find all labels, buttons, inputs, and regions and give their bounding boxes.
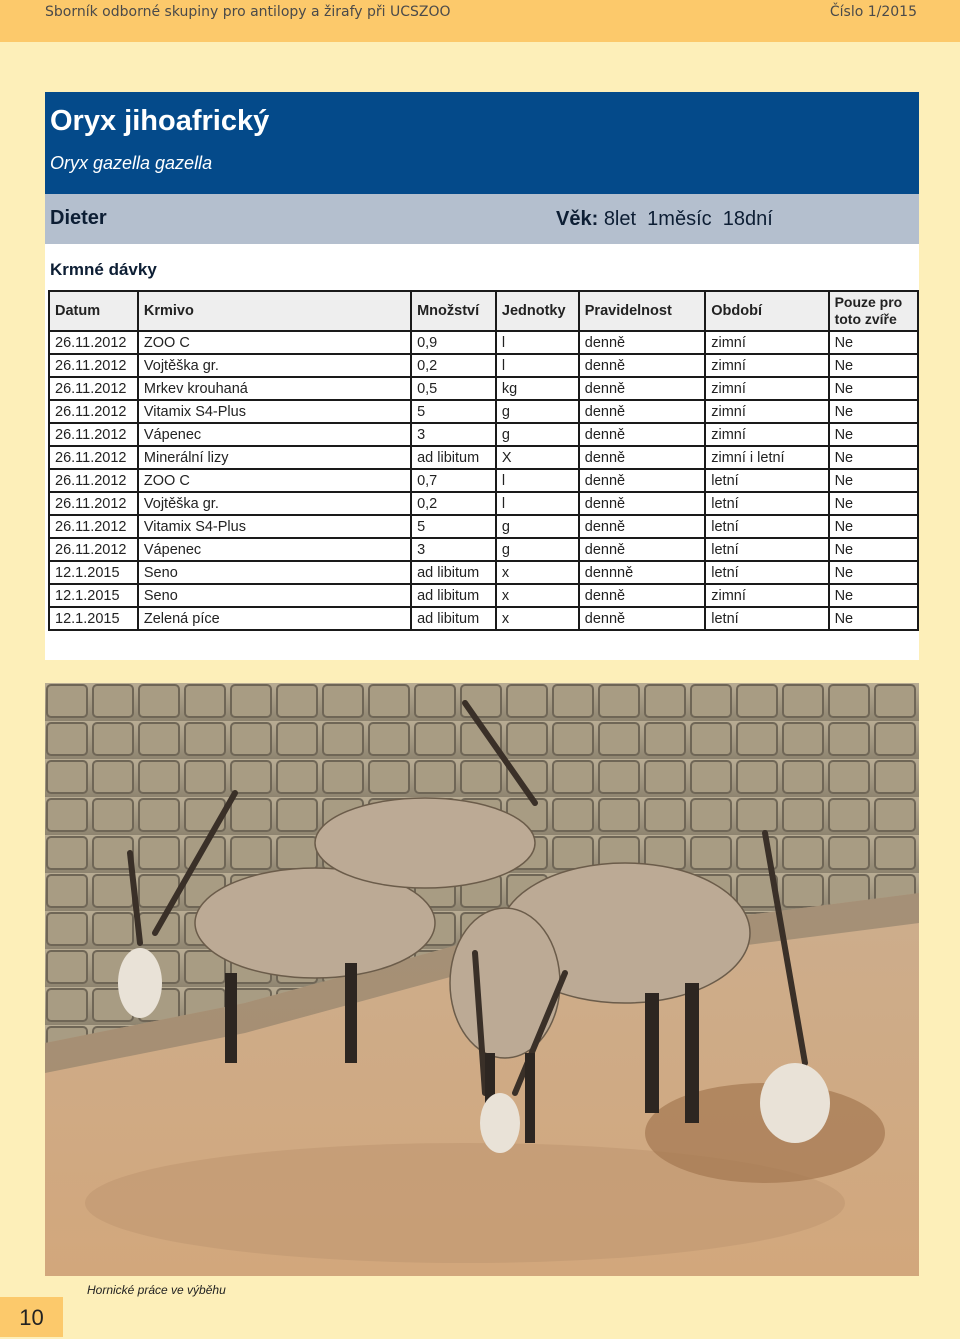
species-title-band xyxy=(45,92,919,194)
age-value: 8let 1měsíc 18dní xyxy=(603,208,773,230)
cell-date: 26.11.2012 xyxy=(49,492,138,515)
cell-units: g xyxy=(496,423,579,446)
species-latin-name: Oryx gazella gazella xyxy=(50,153,213,173)
cell-season: zimní xyxy=(705,584,828,607)
cell-units: x xyxy=(496,561,579,584)
table-row xyxy=(49,607,918,630)
animal-info-band xyxy=(45,194,919,244)
cell-regularity: denně xyxy=(579,584,706,607)
cell-date: 26.11.2012 xyxy=(49,538,138,561)
col-date: Datum xyxy=(49,291,138,331)
cell-date: 26.11.2012 xyxy=(49,354,138,377)
cell-this-animal-only: Ne xyxy=(829,538,918,561)
cell-amount: ad libitum xyxy=(411,584,496,607)
cell-this-animal-only: Ne xyxy=(829,423,918,446)
cell-regularity: denně xyxy=(579,331,706,354)
cell-feed: Seno xyxy=(138,561,411,584)
col-feed: Krmivo xyxy=(138,291,411,331)
col-amount: Množství xyxy=(411,291,496,331)
cell-amount: ad libitum xyxy=(411,561,496,584)
cell-amount: 3 xyxy=(411,423,496,446)
cell-this-animal-only: Ne xyxy=(829,584,918,607)
cell-date: 26.11.2012 xyxy=(49,469,138,492)
feeding-table xyxy=(48,290,919,631)
cell-amount: 0,7 xyxy=(411,469,496,492)
cell-amount: 0,2 xyxy=(411,354,496,377)
cell-this-animal-only: Ne xyxy=(829,515,918,538)
cell-date: 12.1.2015 xyxy=(49,584,138,607)
table-row xyxy=(49,423,918,446)
cell-regularity: denně xyxy=(579,607,706,630)
cell-date: 26.11.2012 xyxy=(49,446,138,469)
cell-units: l xyxy=(496,354,579,377)
table-row xyxy=(49,377,918,400)
cell-date: 12.1.2015 xyxy=(49,561,138,584)
photo-caption: Hornické práce ve výběhu xyxy=(87,1283,226,1297)
cell-season: zimní xyxy=(705,423,828,446)
cell-feed: ZOO C xyxy=(138,469,411,492)
cell-this-animal-only: Ne xyxy=(829,561,918,584)
table-row xyxy=(49,354,918,377)
cell-season: zimní xyxy=(705,377,828,400)
cell-feed: ZOO C xyxy=(138,331,411,354)
table-row xyxy=(49,492,918,515)
cell-date: 26.11.2012 xyxy=(49,377,138,400)
cell-regularity: denně xyxy=(579,515,706,538)
cell-regularity: denně xyxy=(579,492,706,515)
cell-units: g xyxy=(496,515,579,538)
animal-age xyxy=(556,208,773,231)
table-header-row xyxy=(49,291,918,331)
col-this-animal-only: Pouze pro toto zvíře xyxy=(829,291,918,331)
feeding-table-body xyxy=(49,331,918,630)
cell-season: zimní xyxy=(705,331,828,354)
cell-units: x xyxy=(496,584,579,607)
cell-date: 26.11.2012 xyxy=(49,423,138,446)
col-regularity: Pravidelnost xyxy=(579,291,706,331)
cell-regularity: denně xyxy=(579,377,706,400)
cell-units: l xyxy=(496,331,579,354)
cell-regularity: denně xyxy=(579,446,706,469)
cell-feed: Vápenec xyxy=(138,538,411,561)
table-row xyxy=(49,400,918,423)
cell-amount: 5 xyxy=(411,515,496,538)
col-units: Jednotky xyxy=(496,291,579,331)
cell-regularity: dennně xyxy=(579,561,706,584)
cell-date: 12.1.2015 xyxy=(49,607,138,630)
cell-units: l xyxy=(496,492,579,515)
cell-amount: 3 xyxy=(411,538,496,561)
col-season: Období xyxy=(705,291,828,331)
cell-units: X xyxy=(496,446,579,469)
animal-name: Dieter xyxy=(50,207,107,229)
cell-date: 26.11.2012 xyxy=(49,400,138,423)
cell-units: x xyxy=(496,607,579,630)
page-number: 10 xyxy=(0,1297,63,1337)
cell-this-animal-only: Ne xyxy=(829,607,918,630)
cell-amount: 5 xyxy=(411,400,496,423)
cell-feed: Vitamix S4-Plus xyxy=(138,515,411,538)
cell-season: letní xyxy=(705,469,828,492)
species-name: Oryx jihoafrický xyxy=(50,105,270,137)
table-row xyxy=(49,515,918,538)
journal-title: Sborník odborné skupiny pro antilopy a žirafy při UCSZOO xyxy=(45,4,451,20)
cell-this-animal-only: Ne xyxy=(829,469,918,492)
running-header xyxy=(0,0,960,42)
cell-this-animal-only: Ne xyxy=(829,400,918,423)
cell-date: 26.11.2012 xyxy=(49,331,138,354)
cell-regularity: denně xyxy=(579,423,706,446)
cell-units: g xyxy=(496,538,579,561)
cell-season: letní xyxy=(705,515,828,538)
cell-season: letní xyxy=(705,561,828,584)
cell-this-animal-only: Ne xyxy=(829,354,918,377)
issue-number: Číslo 1/2015 xyxy=(829,4,917,20)
cell-amount: 0,2 xyxy=(411,492,496,515)
cell-this-animal-only: Ne xyxy=(829,492,918,515)
age-label: Věk: xyxy=(556,208,599,230)
cell-feed: Zelená píce xyxy=(138,607,411,630)
cell-feed: Minerální lizy xyxy=(138,446,411,469)
cell-date: 26.11.2012 xyxy=(49,515,138,538)
cell-regularity: denně xyxy=(579,469,706,492)
cell-season: letní xyxy=(705,607,828,630)
cell-this-animal-only: Ne xyxy=(829,331,918,354)
cell-season: letní xyxy=(705,538,828,561)
feeding-record-screenshot xyxy=(45,92,919,660)
cell-season: zimní xyxy=(705,354,828,377)
cell-amount: ad libitum xyxy=(411,607,496,630)
cell-feed: Seno xyxy=(138,584,411,607)
cell-feed: Mrkev krouhaná xyxy=(138,377,411,400)
table-row xyxy=(49,469,918,492)
cell-regularity: denně xyxy=(579,400,706,423)
cell-regularity: denně xyxy=(579,538,706,561)
oryx-photo xyxy=(45,683,919,1276)
cell-feed: Vitamix S4-Plus xyxy=(138,400,411,423)
cell-this-animal-only: Ne xyxy=(829,446,918,469)
feeding-section-title: Krmné dávky xyxy=(50,260,157,279)
cell-units: l xyxy=(496,469,579,492)
table-row xyxy=(49,561,918,584)
cell-feed: Vojtěška gr. xyxy=(138,354,411,377)
cell-this-animal-only: Ne xyxy=(829,377,918,400)
table-row xyxy=(49,446,918,469)
table-row xyxy=(49,331,918,354)
table-row xyxy=(49,538,918,561)
oryx-photo-illustration xyxy=(45,683,919,1276)
cell-season: zimní xyxy=(705,400,828,423)
cell-units: kg xyxy=(496,377,579,400)
cell-feed: Vápenec xyxy=(138,423,411,446)
table-row xyxy=(49,584,918,607)
cell-regularity: denně xyxy=(579,354,706,377)
cell-season: zimní i letní xyxy=(705,446,828,469)
cell-season: letní xyxy=(705,492,828,515)
cell-units: g xyxy=(496,400,579,423)
cell-amount: ad libitum xyxy=(411,446,496,469)
cell-amount: 0,9 xyxy=(411,331,496,354)
cell-amount: 0,5 xyxy=(411,377,496,400)
cell-feed: Vojtěška gr. xyxy=(138,492,411,515)
